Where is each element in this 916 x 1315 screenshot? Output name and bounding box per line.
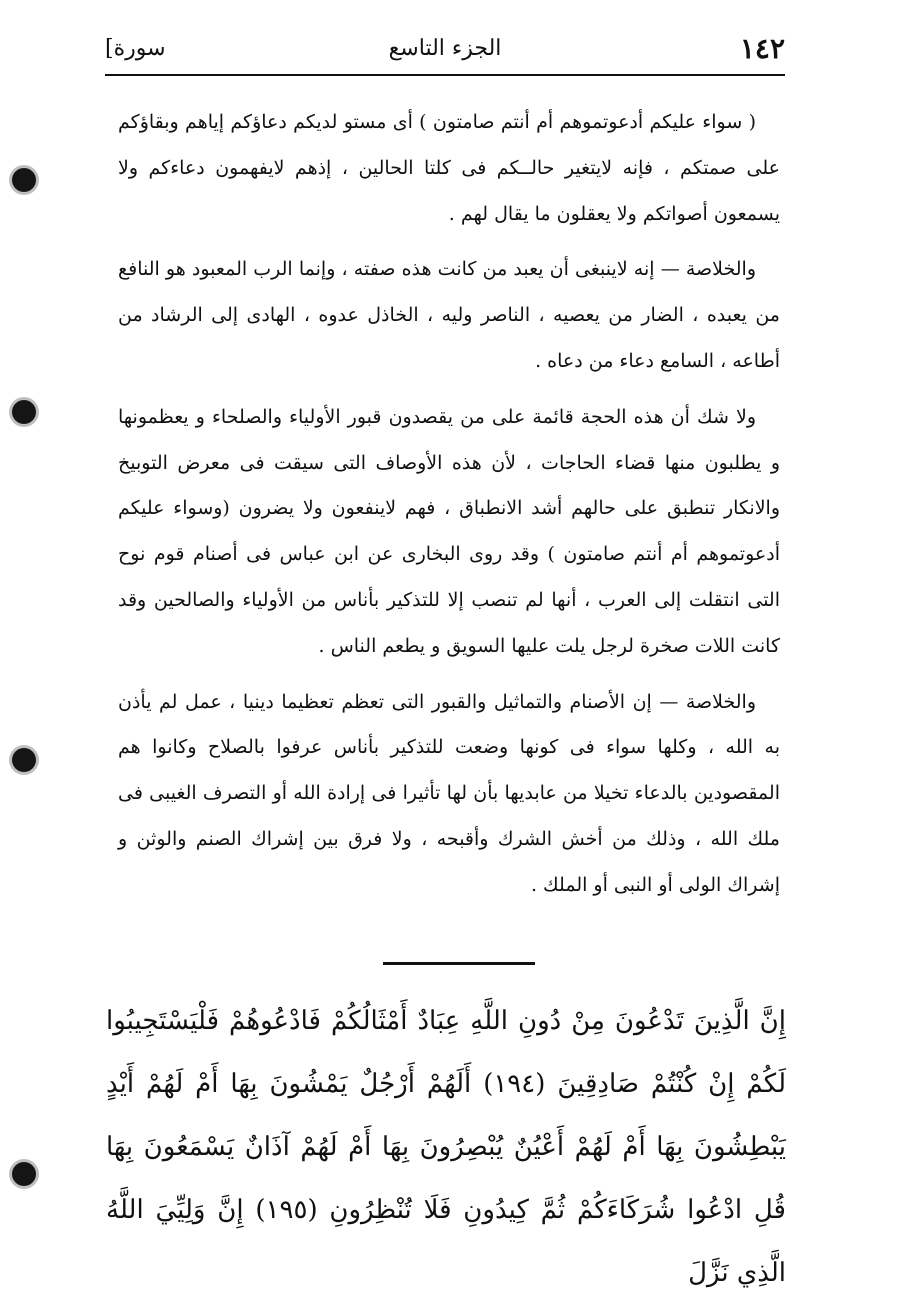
quran-verse: إِنَّ الَّذِينَ تَدْعُونَ مِنْ دُونِ اللَّهِ عِبَادٌ أَمْثَالُكُمْ فَادْعُوهُمْ فَلْيَسْتَجِيبُوا لَكُمْ إِنْ كُنْتُمْ صَادِقِينَ (١٩٤) أَلَهُمْ أَرْجُلٌ يَمْشُونَ بِهَا أَمْ لَهُمْ أَيْدٍ يَبْطِشُونَ بِهَا أَمْ لَهُمْ أَعْيُنٌ يُبْصِرُونَ بِهَا أَمْ لَهُمْ آذَانٌ يَسْمَعُونَ بِهَا قُلِ ادْعُوا شُرَكَاءَكُمْ ثُمَّ كِيدُونِ فَلَا تُنْظِرُونِ (١٩٥) إِنَّ وَلِيِّيَ اللَّهُ الَّذِي نَزَّلَ [106,1006,786,1288]
sura-label: [سورة [105,36,166,61]
ink-blot-icon [12,168,36,192]
page-number: ١٤٢ [739,32,785,65]
paragraph: ( سواء عليكم أدعوتموهم أم أنتم صامتون ) أى مستو لديكم دعاؤكم إياهم وبقاؤكم على صمتكم ، فإنه لايتغير حالــكم فى كلتا الحالين ، إذهم لايفهمون دعاءكم ولا يسمعون أصواتكم ولا يعقلون ما يقال لهم . [118,111,780,225]
section-divider [383,962,535,965]
page-header [105,30,785,76]
paragraph: ولا شك أن هذه الحجة قائمة على من يقصدون قبور الأولياء والصلحاء و يعظمونها و يطلبون منها قضاء الحاجات ، لأن هذه الأوصاف التى سيقت فى معرض التوبيخ والانكار تنطبق على حالهم أشد الانطباق ، فهم لاينفعون ولا يضرون (وسواء عليكم أدعوتموهم أم أنتم صامتون ) وقد روى البخارى عن ابن عباس فى أصنام قوم نوح التى انتقلت إلى العرب ، أنها لم تنصب إلا للتذكير بأناس من الأولياء والصالحين وقد كانت اللات صخرة لرجل يلت عليها السويق و يطعم الناس . [118,405,780,657]
commentary-text [118,100,780,919]
ink-blot-icon [12,748,36,772]
ink-blot-icon [12,400,36,424]
paragraph: والخلاصة — إنه لاينبغى أن يعبد من كانت هذه صفته ، وإنما الرب المعبود هو النافع من يعبده ، الضار من يعصيه ، الناصر وليه ، الخاذل عدوه ، الهادى إلى الرشاد من أطاعه ، السامع دعاء من دعاه . [118,258,780,372]
ink-blot-icon [12,1162,36,1186]
part-title: الجزء التاسع [388,36,502,61]
paragraph: والخلاصة — إن الأصنام والتماثيل والقبور التى تعظم تعظيما دينيا ، عمل لم يأذن به الله ، وكلها سواء فى كونها وضعت للتذكير بأناس عرفوا بالصلاح وكانوا هم المقصودين بالدعاء تخيلا من عابديها بأن لها تأثيرا فى إرادة الله أو التصرف الغيبى فى ملك الله ، وذلك من أخش الشرك وأقبحه ، ولا فرق بين إشراك الصنم والوثن و إشراك الولى أو النبى أو الملك . [118,690,780,896]
